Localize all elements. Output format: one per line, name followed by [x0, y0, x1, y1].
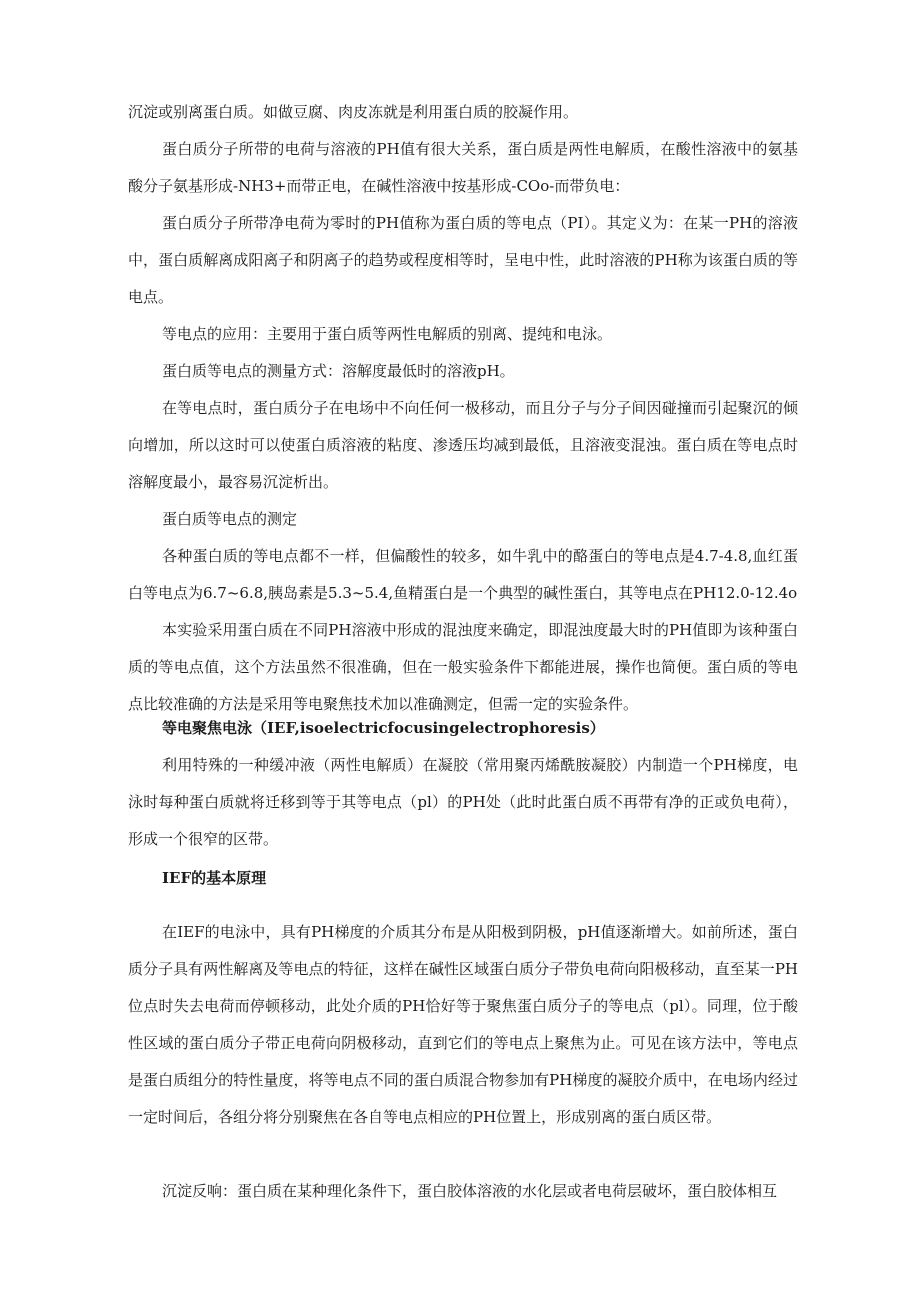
paragraph-measurement-method: 蛋白质等电点的测量方式：溶解度最低时的溶液pH。	[162, 362, 515, 380]
paragraph-ief-principle: 在IEF的电泳中，具有PH梯度的介质其分布是从阳极到阴极，pH值逐渐增大。如前所述，蛋白质分子具有两性解离及等电点的特征，这样在碱性区域蛋白质分子带负电荷向阳极移动，直至某一PH位点时失去电荷而停顿移动，此处介质的PH恰好等于聚焦蛋白质分子的等电点（pl）。同理，位于酸性区域的蛋白质分子带正电荷向阴极移动，直到它们的等电点上聚焦为止。可见在该方法中，等电点是蛋白质组分的特性量度，将等电点不同的蛋白质混合物参加有PH梯度的凝胶介质中，在电场内经过一定时间后，各组分将分别聚焦在各自等电点相应的PH位置上，形成别离的蛋白质区带。	[128, 923, 798, 1126]
heading-ief: 等电聚焦电泳（IEF,isoelectricfocusingelectrophoresis）	[162, 719, 605, 737]
heading-ief-principle: IEF的基本原理	[162, 869, 267, 887]
paragraph-charge-ph: 蛋白质分子所带的电荷与溶液的PH值有很大关系，蛋白质是两性电解质，在酸性溶液中的氨基酸分子氨基形成-NH3+而带正电，在碱性溶液中按基形成-COo-而带负电：	[128, 140, 798, 195]
paragraph-isoelectric-values: 各种蛋白质的等电点都不一样，但偏酸性的较多，如牛乳中的酪蛋白的等电点是4.7-4.8,血红蛋白等电点为6.7~6.8,胰岛素是5.3~5.4,鱼精蛋白是一个典型的碱性蛋白，其等电点在PH12.0-12.4o	[128, 547, 798, 602]
paragraph-ief-description: 利用特殊的一种缓冲液（两性电解质）在凝胶（常用聚丙烯酰胺凝胶）内制造一个PH梯度，电泳时每种蛋白质就将迁移到等于其等电点（pl）的PH处（此时此蛋白质不再带有净的正或负电荷），形成一个很窄的区带。	[128, 756, 798, 848]
paragraph-isoelectric-definition: 蛋白质分子所带净电荷为零时的PH值称为蛋白质的等电点（PI）。其定义为：在某一PH的溶液中，蛋白质解离成阳离子和阴离子的趋势或程度相等时，呈电中性，此时溶液的PH称为该蛋白质的等电点。	[128, 214, 798, 306]
paragraph-isoelectric-behavior: 在等电点时，蛋白质分子在电场中不向任何一极移动，而且分子与分子间因碰撞而引起聚沉的倾向增加，所以这时可以使蛋白质溶液的粘度、渗透压均减到最低，且溶液变混浊。蛋白质在等电点时溶解度最小，最容易沉淀析出。	[128, 399, 798, 491]
paragraph-determination-title: 蛋白质等电点的测定	[162, 510, 298, 528]
paragraph-gelation-end: 沉淀或别离蛋白质。如做豆腐、肉皮冻就是利用蛋白质的胶凝作用。	[128, 103, 579, 121]
paragraph-isoelectric-application: 等电点的应用：主要用于蛋白质等两性电解质的别离、提纯和电泳。	[162, 325, 613, 343]
paragraph-precipitation: 沉淀反响：蛋白质在某种理化条件下，蛋白胶体溶液的水化层或者电荷层破坏，蛋白胶体相互	[162, 1182, 778, 1200]
paragraph-experiment-method: 本实验采用蛋白质在不同PH溶液中形成的混浊度来确定，即混浊度最大时的PH值即为该种蛋白质的等电点值，这个方法虽然不很准确，但在一般实验条件下都能进展，操作也简便。蛋白质的等电点比较准确的方法是采用等电聚焦技术加以准确测定，但需一定的实验条件。	[128, 621, 798, 713]
